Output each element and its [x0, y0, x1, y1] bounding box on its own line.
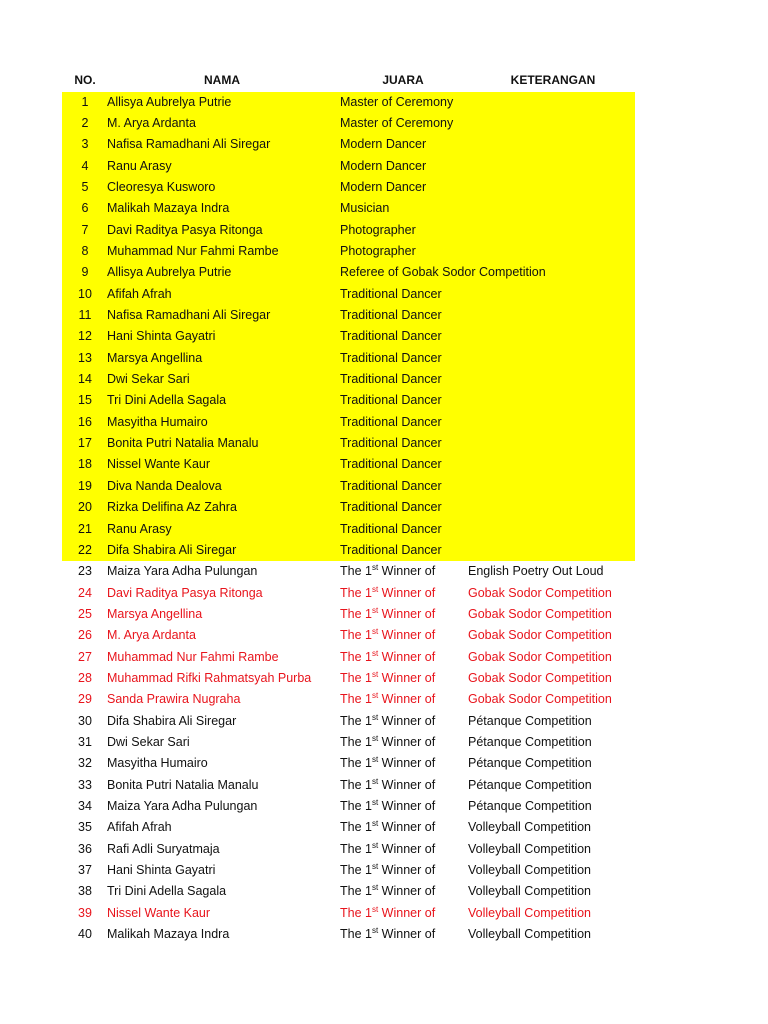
winner-suffix: Winner of — [378, 841, 436, 856]
winner-prefix: The 1 — [340, 670, 372, 685]
row-nama: Rizka Delifina Az Zahra — [107, 500, 237, 515]
row-keterangan: Pétanque Competition — [468, 777, 592, 792]
row-juara: Traditional Dancer — [340, 457, 442, 472]
row-number: 28 — [78, 670, 92, 685]
row-number: 38 — [78, 884, 92, 899]
row-number: 24 — [78, 585, 92, 600]
row-number: 25 — [78, 606, 92, 621]
table-row — [62, 390, 635, 411]
row-juara: Traditional Dancer — [340, 478, 442, 493]
row-juara: Traditional Dancer — [340, 500, 442, 515]
row-number: 34 — [78, 799, 92, 814]
winner-prefix: The 1 — [340, 927, 372, 942]
table-row — [62, 903, 635, 924]
row-juara — [340, 668, 466, 689]
row-nama: Sanda Prawira Nugraha — [107, 692, 241, 707]
table-row — [62, 476, 635, 497]
winner-suffix: Winner of — [378, 863, 436, 878]
row-keterangan — [468, 134, 668, 155]
row-keterangan — [468, 284, 668, 305]
table-header-row — [62, 70, 635, 91]
row-nama: Maiza Yara Adha Pulungan — [107, 564, 258, 579]
row-nama: Afifah Afrah — [107, 820, 172, 835]
winner-ordinal: st — [371, 883, 379, 893]
winner-ordinal: st — [371, 627, 379, 637]
row-number: 10 — [78, 286, 92, 301]
row-juara — [340, 924, 466, 945]
table-row — [62, 156, 635, 177]
winner-suffix: Winner of — [378, 564, 436, 579]
winner-ordinal: st — [371, 797, 379, 807]
row-nama: Difa Shabira Ali Siregar — [107, 542, 237, 557]
winner-prefix: The 1 — [340, 777, 372, 792]
winner-ordinal: st — [371, 755, 379, 765]
row-juara: Photographer — [340, 243, 416, 258]
row-keterangan — [468, 454, 668, 475]
row-nama: Muhammad Nur Fahmi Rambe — [107, 649, 279, 664]
row-keterangan: Volleyball Competition — [468, 863, 591, 878]
row-nama: Davi Raditya Pasya Ritonga — [107, 585, 263, 600]
row-keterangan: Volleyball Competition — [468, 841, 591, 856]
row-number: 21 — [78, 521, 92, 536]
row-keterangan — [468, 412, 668, 433]
row-keterangan — [468, 369, 668, 390]
row-number: 23 — [78, 564, 92, 579]
row-keterangan — [468, 262, 668, 283]
table-row — [62, 732, 635, 753]
row-keterangan — [468, 156, 668, 177]
table-row — [62, 326, 635, 347]
row-number: 14 — [78, 372, 92, 387]
row-number: 15 — [78, 393, 92, 408]
row-keterangan — [468, 433, 668, 454]
row-number: 35 — [78, 820, 92, 835]
row-nama: Marsya Angellina — [107, 606, 203, 621]
row-keterangan — [468, 113, 668, 134]
winner-prefix: The 1 — [340, 692, 372, 707]
row-juara: Traditional Dancer — [340, 414, 442, 429]
table-row — [62, 604, 635, 625]
row-juara — [340, 625, 466, 646]
table-row — [62, 881, 635, 902]
row-juara: Photographer — [340, 222, 416, 237]
row-juara — [340, 860, 466, 881]
row-keterangan — [468, 476, 668, 497]
row-keterangan: Pétanque Competition — [468, 799, 592, 814]
row-keterangan: Pétanque Competition — [468, 735, 592, 749]
row-juara — [340, 732, 466, 753]
winner-ordinal: st — [371, 904, 379, 914]
row-keterangan: Gobak Sodor Competition — [468, 692, 612, 707]
row-juara — [340, 796, 466, 817]
row-number: 26 — [78, 628, 92, 643]
row-juara: Referee of Gobak Sodor Competition — [340, 265, 546, 280]
row-number: 19 — [78, 478, 92, 493]
row-juara: Master of Ceremony — [340, 115, 454, 130]
row-nama: Tri Dini Adella Sagala — [107, 393, 227, 408]
winner-ordinal: st — [371, 819, 379, 829]
row-number: 32 — [78, 756, 92, 771]
row-nama: Davi Raditya Pasya Ritonga — [107, 222, 263, 237]
row-juara — [340, 881, 466, 902]
row-keterangan — [468, 305, 668, 326]
row-keterangan: Gobak Sodor Competition — [468, 585, 612, 600]
winner-suffix: Winner of — [378, 692, 436, 707]
row-juara: Traditional Dancer — [340, 350, 442, 365]
row-juara — [340, 583, 466, 604]
winner-suffix: Winner of — [378, 820, 436, 835]
winner-prefix: The 1 — [340, 820, 372, 835]
winner-prefix: The 1 — [340, 863, 372, 878]
table-row — [62, 561, 635, 582]
row-number: 8 — [81, 243, 89, 258]
row-juara — [340, 903, 466, 924]
table-row — [62, 497, 635, 518]
row-nama: Masyitha Humairo — [107, 756, 208, 771]
table-row — [62, 924, 635, 945]
row-juara: Traditional Dancer — [340, 521, 442, 536]
row-keterangan — [468, 540, 668, 561]
row-keterangan: Volleyball Competition — [468, 927, 591, 942]
row-keterangan: Gobak Sodor Competition — [468, 606, 612, 621]
row-keterangan — [468, 177, 668, 198]
winner-ordinal: st — [371, 712, 379, 722]
row-nama: Hani Shinta Gayatri — [107, 329, 216, 344]
table-row — [62, 412, 635, 433]
row-nama: Rafi Adli Suryatmaja — [107, 841, 220, 856]
header-nama-label: NAMA — [204, 73, 240, 87]
table-row — [62, 839, 635, 860]
row-number: 11 — [78, 308, 92, 322]
table-row — [62, 369, 635, 390]
row-nama: M. Arya Ardanta — [107, 115, 196, 130]
winner-suffix: Winner of — [378, 670, 436, 685]
row-juara: Traditional Dancer — [340, 286, 442, 301]
row-number: 31 — [78, 735, 92, 749]
row-keterangan: Pétanque Competition — [468, 756, 592, 771]
row-keterangan: Gobak Sodor Competition — [468, 670, 612, 685]
row-nama: Ranu Arasy — [107, 521, 172, 536]
row-number: 2 — [81, 115, 89, 130]
winner-ordinal: st — [371, 776, 379, 786]
table-row — [62, 668, 635, 689]
row-juara: Modern Dancer — [340, 179, 427, 194]
row-juara — [340, 604, 466, 625]
winner-ordinal: st — [371, 584, 379, 594]
table-row — [62, 775, 635, 796]
row-nama: Diva Nanda Dealova — [107, 478, 222, 493]
row-keterangan: English Poetry Out Loud — [468, 564, 604, 579]
row-number: 22 — [78, 542, 92, 557]
winner-ordinal: st — [371, 691, 379, 701]
winner-prefix: The 1 — [340, 564, 372, 579]
row-number: 30 — [78, 713, 92, 728]
row-keterangan — [468, 497, 668, 518]
row-keterangan — [468, 92, 668, 113]
row-juara: Traditional Dancer — [340, 372, 442, 387]
table-row — [62, 284, 635, 305]
row-keterangan: Volleyball Competition — [468, 820, 591, 835]
row-nama: Muhammad Nur Fahmi Rambe — [107, 243, 279, 258]
row-number: 39 — [78, 905, 92, 920]
row-number: 37 — [78, 863, 92, 878]
table-row — [62, 796, 635, 817]
winner-suffix: Winner of — [378, 927, 436, 942]
row-juara: Traditional Dancer — [340, 308, 442, 322]
winner-suffix: Winner of — [378, 713, 436, 728]
row-nama: Malikah Mazaya Indra — [107, 201, 230, 216]
table-row — [62, 583, 635, 604]
row-number: 5 — [81, 179, 89, 194]
row-keterangan — [468, 241, 668, 262]
row-juara — [340, 689, 466, 710]
row-number: 7 — [81, 222, 89, 237]
header-no: NO. — [74, 73, 96, 87]
table-row — [62, 348, 635, 369]
table-row — [62, 433, 635, 454]
header-nama — [107, 70, 337, 91]
winner-ordinal: st — [371, 925, 379, 935]
row-keterangan: Gobak Sodor Competition — [468, 649, 612, 664]
row-number: 12 — [78, 329, 92, 344]
table-row — [62, 134, 635, 155]
row-number: 18 — [78, 457, 92, 472]
row-nama: M. Arya Ardanta — [107, 628, 196, 643]
row-number: 3 — [81, 137, 89, 152]
winner-ordinal: st — [371, 733, 379, 743]
winner-suffix: Winner of — [378, 585, 436, 600]
winner-suffix: Winner of — [378, 735, 436, 749]
row-number: 40 — [78, 927, 92, 942]
row-nama: Tri Dini Adella Sagala — [107, 884, 227, 899]
row-keterangan — [468, 519, 668, 540]
winner-ordinal: st — [371, 840, 379, 850]
row-juara: Modern Dancer — [340, 137, 427, 152]
row-juara — [340, 711, 466, 732]
row-keterangan — [468, 326, 668, 347]
row-number: 9 — [81, 265, 89, 280]
table-row — [62, 454, 635, 475]
row-nama: Cleoresya Kusworo — [107, 179, 216, 194]
table-row — [62, 92, 635, 113]
row-keterangan: Volleyball Competition — [468, 905, 591, 920]
row-juara — [340, 561, 466, 582]
winner-prefix: The 1 — [340, 905, 372, 920]
winner-prefix: The 1 — [340, 799, 372, 814]
row-nama: Difa Shabira Ali Siregar — [107, 713, 237, 728]
row-juara: Modern Dancer — [340, 158, 427, 173]
winner-suffix: Winner of — [378, 606, 436, 621]
row-nama: Bonita Putri Natalia Manalu — [107, 777, 259, 792]
row-keterangan: Pétanque Competition — [468, 713, 592, 728]
winner-prefix: The 1 — [340, 606, 372, 621]
table-row — [62, 519, 635, 540]
winner-suffix: Winner of — [378, 777, 436, 792]
winner-ordinal: st — [371, 861, 379, 871]
winner-suffix: Winner of — [378, 649, 436, 664]
winner-prefix: The 1 — [340, 585, 372, 600]
row-keterangan: Volleyball Competition — [468, 884, 591, 899]
row-number: 17 — [78, 436, 92, 451]
row-juara: Master of Ceremony — [340, 94, 454, 109]
table-row — [62, 540, 635, 561]
winner-prefix: The 1 — [340, 884, 372, 899]
row-juara: Traditional Dancer — [340, 393, 442, 408]
winner-ordinal: st — [371, 605, 379, 615]
row-juara — [340, 839, 466, 860]
row-nama: Ranu Arasy — [107, 158, 172, 173]
row-nama: Allisya Aubrelya Putrie — [107, 94, 232, 109]
row-nama: Nissel Wante Kaur — [107, 457, 211, 472]
row-number: 6 — [81, 201, 89, 216]
row-number: 1 — [81, 94, 89, 109]
row-nama: Malikah Mazaya Indra — [107, 927, 230, 942]
table-row — [62, 198, 635, 219]
table-row — [62, 220, 635, 241]
row-nama: Nissel Wante Kaur — [107, 905, 211, 920]
winner-suffix: Winner of — [378, 884, 436, 899]
row-number: 29 — [78, 692, 92, 707]
row-nama: Maiza Yara Adha Pulungan — [107, 799, 258, 814]
row-juara: Musician — [340, 201, 390, 216]
winner-suffix: Winner of — [378, 799, 436, 814]
table-row — [62, 753, 635, 774]
row-nama: Marsya Angellina — [107, 350, 203, 365]
row-keterangan — [468, 220, 668, 241]
row-nama: Hani Shinta Gayatri — [107, 863, 216, 878]
table-row — [62, 711, 635, 732]
row-number: 13 — [78, 350, 92, 365]
header-juara: JUARA — [382, 73, 424, 87]
winner-prefix: The 1 — [340, 649, 372, 664]
winner-ordinal: st — [371, 648, 379, 658]
row-keterangan — [468, 348, 668, 369]
table-row — [62, 647, 635, 668]
table-row — [62, 241, 635, 262]
table-row — [62, 860, 635, 881]
winner-suffix: Winner of — [378, 628, 436, 643]
header-keterangan: KETERANGAN — [510, 73, 596, 87]
row-nama: Nafisa Ramadhani Ali Siregar — [107, 137, 271, 152]
row-keterangan — [468, 198, 668, 219]
row-number: 4 — [81, 158, 89, 173]
winner-ordinal: st — [371, 669, 379, 679]
winner-ordinal: st — [371, 563, 379, 573]
winner-prefix: The 1 — [340, 735, 372, 749]
table-row — [62, 817, 635, 838]
row-number: 36 — [78, 841, 92, 856]
row-juara — [340, 647, 466, 668]
row-number: 16 — [78, 414, 92, 429]
table-row — [62, 689, 635, 710]
row-nama: Dwi Sekar Sari — [107, 372, 190, 387]
winner-prefix: The 1 — [340, 756, 372, 771]
row-keterangan — [468, 390, 668, 411]
row-nama: Bonita Putri Natalia Manalu — [107, 436, 259, 451]
row-nama: Dwi Sekar Sari — [107, 735, 190, 749]
row-number: 33 — [78, 777, 92, 792]
table-row — [62, 262, 635, 283]
row-nama: Afifah Afrah — [107, 286, 172, 301]
row-keterangan: Gobak Sodor Competition — [468, 628, 612, 643]
row-nama: Allisya Aubrelya Putrie — [107, 265, 232, 280]
winner-prefix: The 1 — [340, 628, 372, 643]
table-row — [62, 305, 635, 326]
row-nama: Nafisa Ramadhani Ali Siregar — [107, 308, 271, 322]
row-juara: Traditional Dancer — [340, 436, 442, 451]
winner-prefix: The 1 — [340, 713, 372, 728]
row-juara: Traditional Dancer — [340, 542, 442, 557]
row-juara — [340, 753, 466, 774]
row-nama: Muhammad Rifki Rahmatsyah Purba — [107, 670, 312, 685]
table-row — [62, 625, 635, 646]
winner-suffix: Winner of — [378, 905, 436, 920]
row-nama: Masyitha Humairo — [107, 414, 208, 429]
winner-suffix: Winner of — [378, 756, 436, 771]
row-juara: Traditional Dancer — [340, 329, 442, 344]
table-row — [62, 113, 635, 134]
row-number: 20 — [78, 500, 92, 515]
table-row — [62, 177, 635, 198]
row-juara — [340, 775, 466, 796]
row-number: 27 — [78, 649, 92, 664]
row-juara — [340, 817, 466, 838]
winner-prefix: The 1 — [340, 841, 372, 856]
